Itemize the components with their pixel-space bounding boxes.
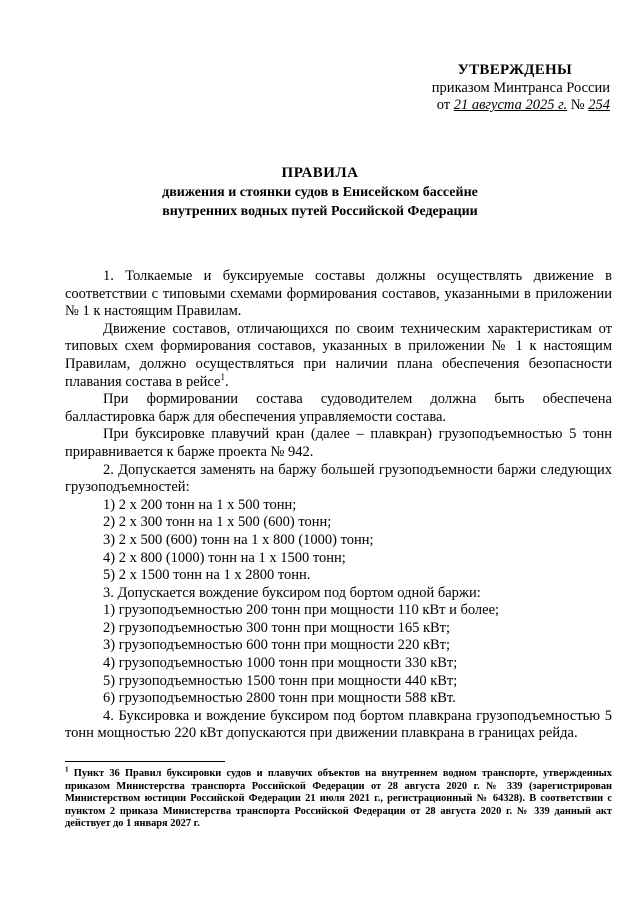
list-item: 3) грузоподъемностью 600 тонн при мощности 220 кВт;	[103, 637, 451, 654]
order-number: 254	[588, 97, 610, 113]
approved-date-line	[432, 97, 610, 115]
list-item: 4) 2 х 800 (1000) тонн на 1 х 1500 тонн;	[103, 549, 346, 566]
list-item: 5) грузоподъемностью 1500 тонн при мощности 440 кВт;	[103, 672, 458, 689]
approval-stamp	[432, 62, 610, 115]
paragraph-1-4: При буксировке плавучий кран (далее – плавкран) грузоподъемностью 5 тонн приравнивается к барже проекта № 942.	[65, 426, 612, 460]
list-item: 2) грузоподъемностью 300 тонн при мощности 165 кВт;	[103, 619, 451, 636]
list-item: 1) 2 х 200 тонн на 1 х 500 тонн;	[103, 496, 297, 513]
paragraph-4: 4. Буксировка и вождение буксиром под бортом плавкрана грузоподъемностью 5 тонн мощностью 220 кВт допускаются при движении плавкрана в границах рейда.	[65, 707, 612, 742]
footnote-divider	[65, 761, 225, 762]
footnote-marker: 1	[65, 765, 69, 774]
footnote	[65, 765, 612, 831]
approved-heading: УТВЕРЖДЕНЫ	[457, 62, 572, 78]
title-sub-2: внутренних водных путей Российской Федерации	[162, 204, 478, 219]
paragraph-1-2-text: Движение составов, отличающихся по своим техническим характеристикам от типовых схем формирования составов, указанных в приложении № 1 к настоящим Правилам, должно осуществляться при наличии плана обеспечения безопасности плавания состава в рейсе	[65, 320, 612, 390]
list-item: 6) грузоподъемностью 2800 тонн при мощности 588 кВт.	[103, 690, 456, 707]
order-date: 21 августа 2025 г.	[453, 97, 568, 113]
paragraph-1-3: При формировании состава судоводителем должна быть обеспечена балластировка барж для обеспечения управляемости состава.	[65, 391, 612, 425]
paragraph-2: 2. Допускается заменять на баржу большей грузоподъемности баржи следующих грузоподъемностей:	[65, 461, 612, 496]
title-sub-1: движения и стоянки судов в Енисейском бассейне	[162, 185, 478, 200]
paragraph-3: 3. Допускается вождение буксиром под бортом одной баржи:	[103, 584, 481, 601]
paragraph-1: 1. Толкаемые и буксируемые составы должны осуществлять движение в соответствии с типовыми схемами формирования составов, указанными в приложении № 1 к настоящим Правилам.	[65, 268, 612, 320]
list-item: 5) 2 х 1500 тонн на 1 х 2800 тонн.	[103, 567, 311, 584]
date-prefix: от	[436, 97, 454, 113]
title-main: ПРАВИЛА	[281, 165, 359, 181]
footnote-text: Пункт 36 Правил буксировки судов и плавучих объектов на внутреннем водном транспорте, утвержденных приказом Министерства транспорта Российской Федерации от 28 августа 2020 г. № 339 (зарегистрирован Министерством юстиции Российской Федерации 21 июля 2021 г., регистрационный № 64328). В соответствии с пунктом 2 приказа Министерства транспорта Российской Федерации от 28 августа 2020 г. № 339 данный акт действует до 1 января 2027 г.	[65, 768, 612, 830]
list-item: 3) 2 х 500 (600) тонн на 1 х 800 (1000) тонн;	[103, 531, 374, 548]
list-item: 2) 2 х 300 тонн на 1 х 500 (600) тонн;	[103, 514, 332, 531]
list-item: 4) грузоподъемностью 1000 тонн при мощности 330 кВт;	[103, 655, 458, 672]
document-title	[0, 164, 640, 221]
document-body	[65, 268, 612, 743]
list-item: 1) грузоподъемностью 200 тонн при мощности 110 кВт и более;	[103, 602, 500, 619]
footnote-ref: 1	[220, 371, 225, 382]
number-sep: №	[567, 97, 589, 113]
paragraph-1-2: Движение составов, отличающихся по своим техническим характеристикам от типовых схем формирования составов, указанных в приложении № 1 к настоящим Правилам, должно осуществляться при наличии плана обеспечения безопасности плавания состава в рейсе$^1$.	[65, 320, 612, 390]
approved-by-line: приказом Минтранса России	[431, 79, 610, 96]
